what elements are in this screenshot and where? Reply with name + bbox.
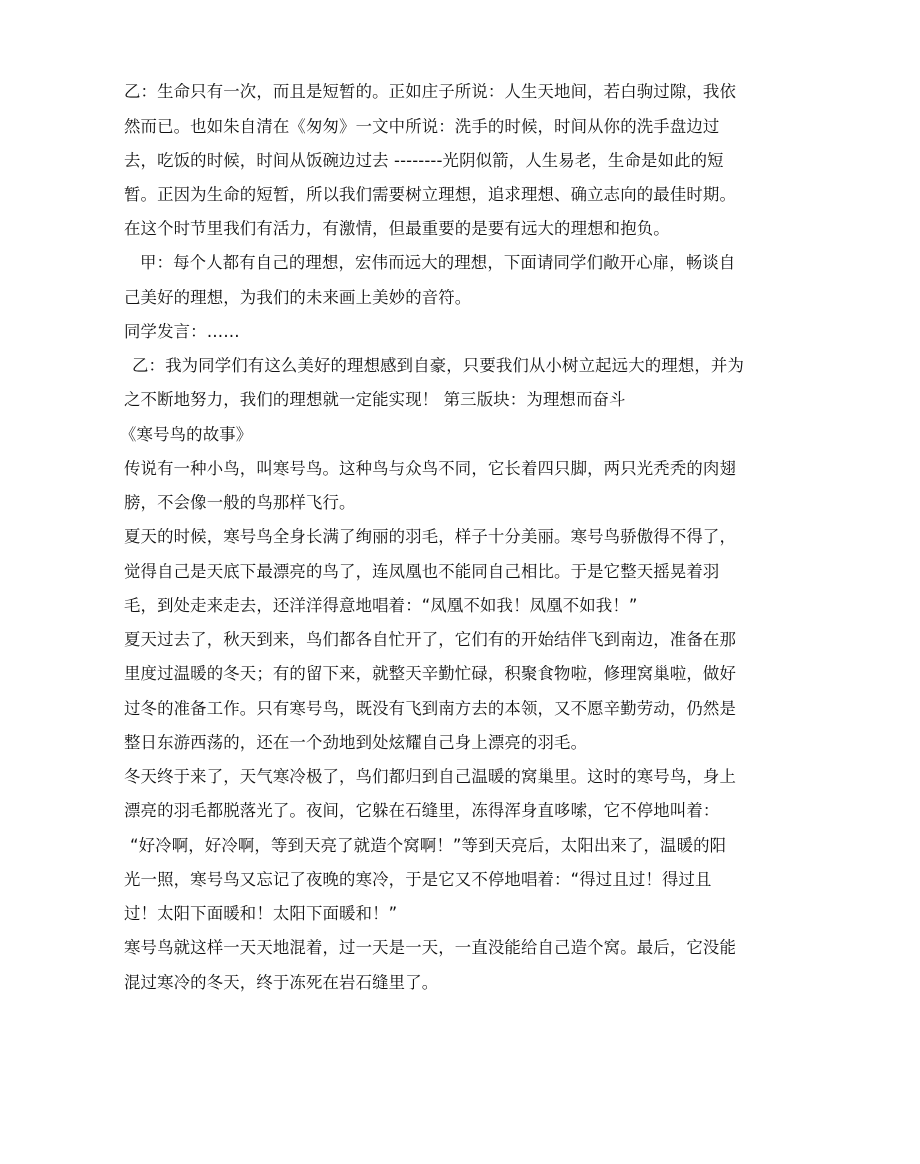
text-line: 然而已。也如朱自清在《匆匆》一文中所说：洗手的时候，时间从你的洗手盘边过 [124, 117, 720, 136]
text-line: 漂亮的羽毛都脱落光了。夜间，它躲在石缝里，冻得浑身直哆嗦，它不停地叫着： [124, 801, 720, 820]
text-line: 乙：生命只有一次，而且是短暂的。正如庄子所说：人生天地间，若白驹过隙，我依 [124, 82, 737, 101]
text-line: 里度过温暖的冬天；有的留下来，就整天辛勤忙碌，积聚食物啦，修理窝巢啦，做好 [124, 664, 737, 683]
text-line: 乙：我为同学们有这么美好的理想感到自豪，只要我们从小树立起远大的理想，并为 [132, 356, 745, 375]
story-title: 《寒号鸟的故事》 [120, 425, 253, 444]
text-line: 在这个时节里我们有活力，有激情，但最重要的是要有远大的理想和抱负。 [124, 219, 670, 238]
text-line: 己美好的理想，为我们的未来画上美妙的音符。 [124, 288, 472, 307]
text-line: 光一照，寒号鸟又忘记了夜晚的寒冷，于是它又不停地唱着：“得过且过！得过且 [124, 870, 712, 889]
text-line: “好冷啊，好冷啊，等到天亮了就造个窝啊！”等到天亮后，太阳出来了，温暖的阳 [130, 836, 727, 855]
text-line: 去，吃饭的时候，时间从饭碗边过去 --------光阴似箭，人生易老，生命是如此的短 [124, 151, 724, 170]
text-line: 冬天终于来了，天气寒冷极了，鸟们都归到自己温暖的窝巢里。这时的寒号鸟，身上 [124, 767, 737, 786]
text-line: 混过寒冷的冬天，终于冻死在岩石缝里了。 [124, 973, 439, 992]
text-line: 过！太阳下面暖和！太阳下面暖和！” [124, 904, 398, 923]
text-line: 整日东游西荡的，还在一个劲地到处炫耀自己身上漂亮的羽毛。 [124, 733, 588, 752]
text-line: 甲：每个人都有自己的理想，宏伟而远大的理想，下面请同学们敞开心扉，畅谈自 [140, 253, 736, 272]
text-line: 同学发言：…… [124, 322, 240, 341]
text-line: 寒号鸟就这样一天天地混着，过一天是一天，一直没能给自己造个窝。最后，它没能 [124, 938, 737, 957]
text-line: 觉得自己是天底下最漂亮的鸟了，连凤凰也不能同自己相比。于是它整天摇晃着羽 [124, 562, 720, 581]
text-line: 暂。正因为生命的短暂，所以我们需要树立理想，追求理想、确立志向的最佳时期。 [124, 185, 737, 204]
text-line: 膀，不会像一般的鸟那样飞行。 [124, 493, 356, 512]
text-line: 夏天过去了，秋天到来，鸟们都各自忙开了，它们有的开始结伴飞到南边，准备在那 [124, 630, 737, 649]
text-line: 传说有一种小鸟，叫寒号鸟。这种鸟与众鸟不同，它长着四只脚，两只光秃秃的肉翅 [124, 459, 737, 478]
text-line: 夏天的时候，寒号鸟全身长满了绚丽的羽毛，样子十分美丽。寒号鸟骄傲得不得了， [124, 527, 737, 546]
text-line: 毛，到处走来走去，还洋洋得意地唱着：“凤凰不如我！凤凰不如我！” [124, 596, 638, 615]
text-line: 过冬的准备工作。只有寒号鸟，既没有飞到南方去的本领，又不愿辛勤劳动，仍然是 [124, 699, 737, 718]
text-line: 之不断地努力，我们的理想就一定能实现！ 第三版块：为理想而奋斗 [124, 390, 626, 409]
